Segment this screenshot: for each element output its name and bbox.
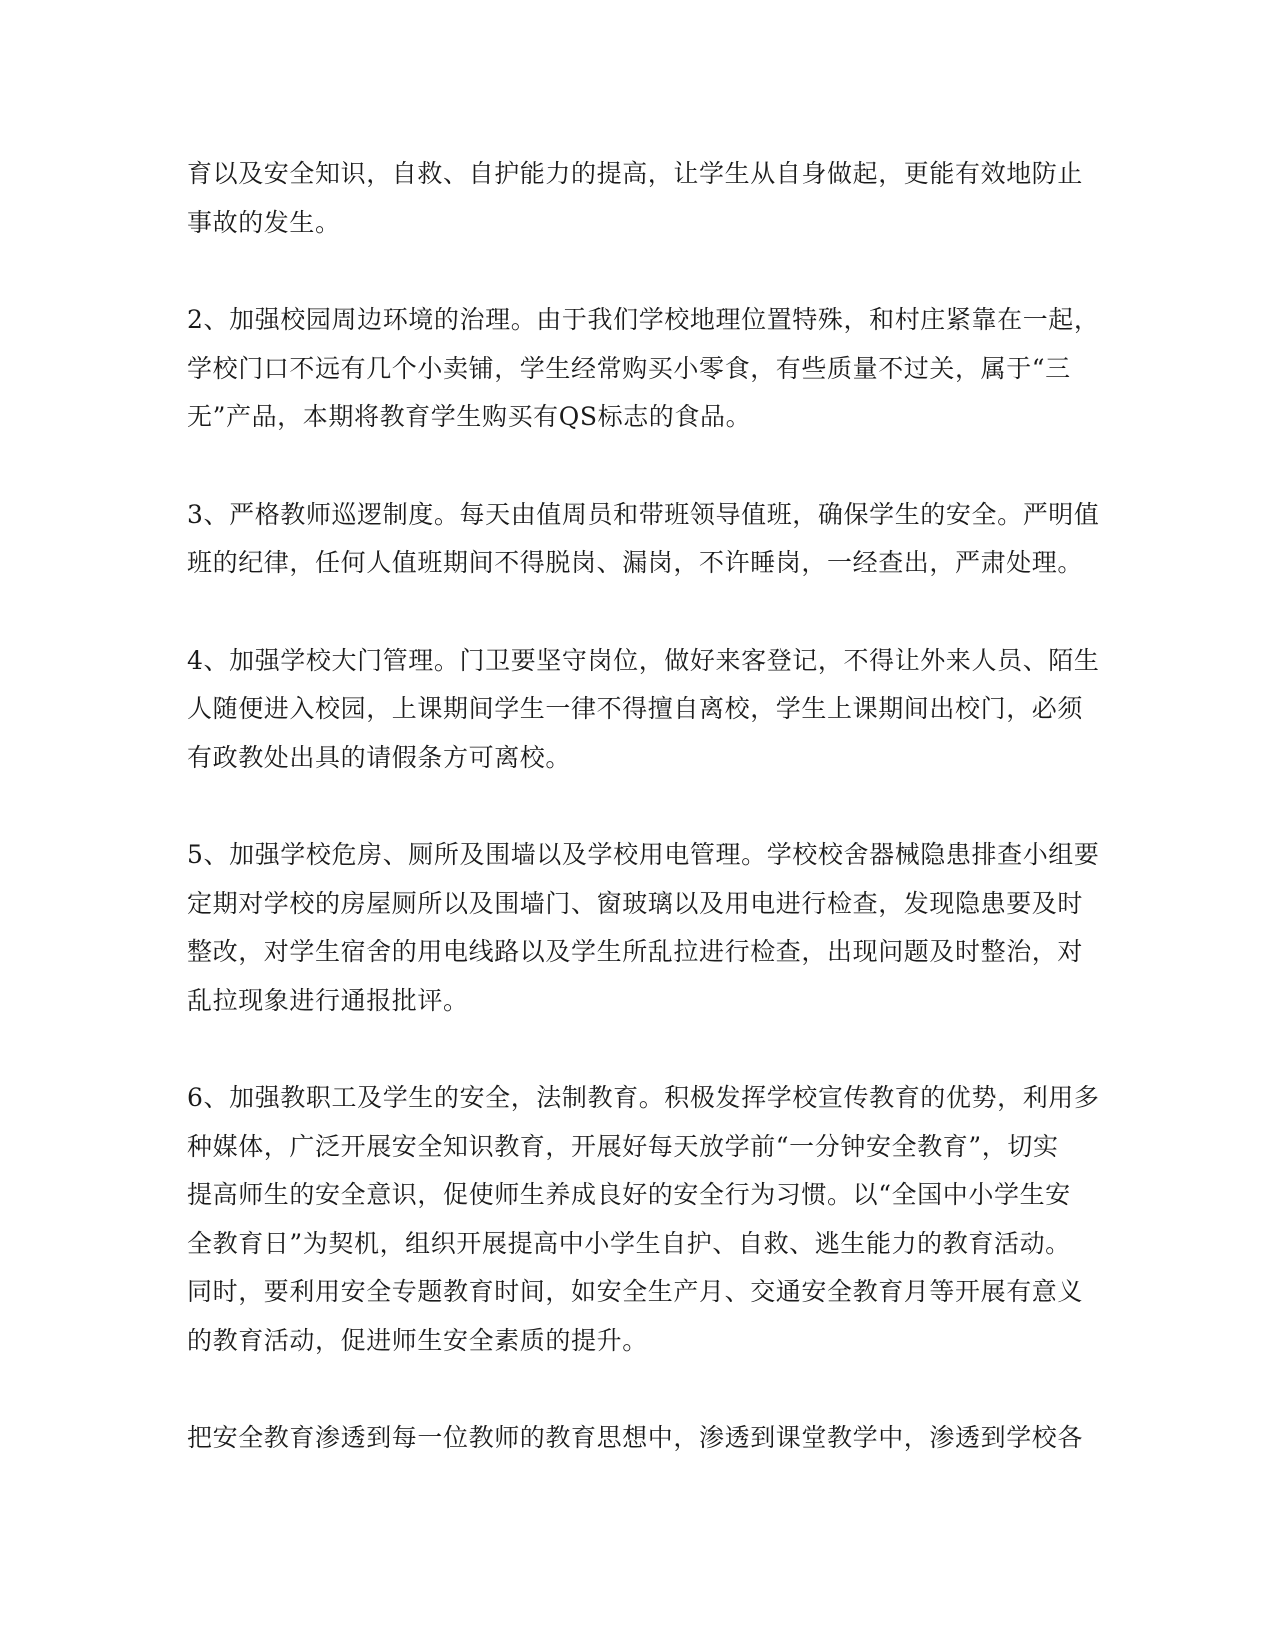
text-line: 提高师生的安全意识，促使师生养成良好的安全行为习惯。以“全国中小学生安 (187, 1180, 1071, 1209)
paragraph-closing (187, 1414, 1084, 1463)
text-line: 事故的发生。 (187, 207, 341, 237)
text-line: 2、加强校园周边环境的治理。由于我们学校地理位置特殊，和村庄紧靠在一起， (187, 305, 1100, 334)
text-line: 同时，要利用安全专题教育时间，如安全生产月、交通安全教育月等开展有意义 (187, 1277, 1084, 1306)
text-line: 整改，对学生宿舍的用电线路以及学生所乱拉进行检查，出现问题及时整治，对 (187, 937, 1084, 966)
text-line: 人随便进入校园，上课期间学生一律不得擅自离校，学生上课期间出校门，必须 (187, 694, 1084, 723)
text-line: 有政教处出具的请假条方可离校。 (187, 742, 572, 772)
text-line: 种媒体，广泛开展安全知识教育，开展好每天放学前“一分钟安全教育”，切实 (187, 1131, 1059, 1161)
paragraph-item-3 (187, 491, 1100, 588)
text-line: 育以及安全知识，自救、自护能力的提高，让学生从自身做起，更能有效地防止 (187, 159, 1084, 188)
text-line: 4、加强学校大门管理。门卫要坚守岗位，做好来客登记，不得让外来人员、陌生 (187, 645, 1100, 675)
paragraph-item-2 (187, 296, 1100, 442)
paragraph-item-5 (187, 831, 1100, 1025)
paragraph-continuation (187, 150, 1084, 247)
text-line: 5、加强学校危房、厕所及围墙以及学校用电管理。学校校舍器械隐患排查小组要 (187, 840, 1100, 869)
text-line: 定期对学校的房屋厕所以及围墙门、窗玻璃以及用电进行检查，发现隐患要及时 (187, 888, 1084, 918)
text-line: 乱拉现象进行通报批评。 (187, 985, 469, 1015)
text-line: 3、严格教师巡逻制度。每天由值周员和带班领导值班，确保学生的安全。严明值 (187, 499, 1100, 529)
paragraph-item-4 (187, 637, 1100, 783)
text-line: 全教育日”为契机，组织开展提高中小学生自护、自救、逃生能力的教育活动。 (187, 1228, 1071, 1258)
text-line: 无”产品，本期将教育学生购买有QS标志的食品。 (187, 402, 752, 431)
text-line: 学校门口不远有几个小卖铺，学生经常购买小零食，有些质量不过关，属于“三 (187, 353, 1071, 383)
document-body (187, 150, 1100, 1512)
text-line: 的教育活动，促进师生安全素质的提升。 (187, 1325, 648, 1355)
text-line: 6、加强教职工及学生的安全，法制教育。积极发挥学校宣传教育的优势，利用多 (187, 1083, 1100, 1112)
text-line: 班的纪律，任何人值班期间不得脱岗、漏岗，不许睡岗，一经查出，严肃处理。 (187, 548, 1084, 577)
text-line: 把安全教育渗透到每一位教师的教育思想中，渗透到课堂教学中，渗透到学校各 (187, 1423, 1084, 1452)
paragraph-item-6 (187, 1074, 1100, 1365)
